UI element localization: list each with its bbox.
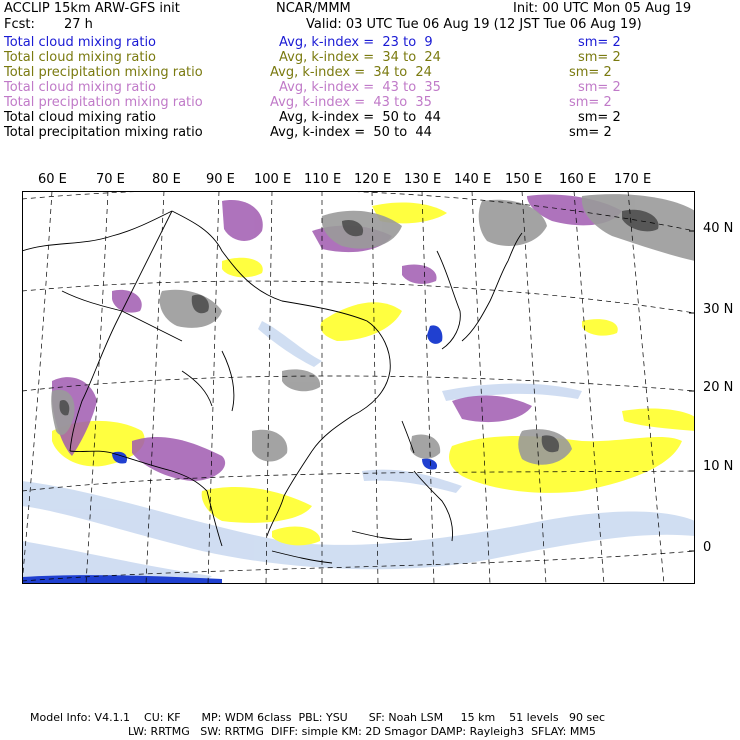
lon-label-60e: 60 E <box>38 172 67 187</box>
legend-field-3: Total precipitation mixing ratio <box>4 65 203 80</box>
lat-label-20n: 20 N <box>703 380 734 395</box>
legend-sm-5: sm= 2 <box>569 95 612 110</box>
lon-label-140e: 140 E <box>454 172 492 187</box>
legend-sm-6: sm= 2 <box>578 110 621 125</box>
legend-avg-5: Avg, k-index = 43 to 35 <box>270 95 432 110</box>
forecast-hours: 27 h <box>64 17 93 32</box>
legend-sm-3: sm= 2 <box>569 65 612 80</box>
lon-label-120e: 120 E <box>354 172 392 187</box>
lon-label-150e: 150 E <box>505 172 543 187</box>
legend-field-4: Total cloud mixing ratio <box>4 80 157 95</box>
lat-label-10n: 10 N <box>703 459 734 474</box>
model-title: ACCLIP 15km ARW-GFS init <box>4 1 180 16</box>
legend-sm-7: sm= 2 <box>569 125 612 140</box>
legend-field-1: Total cloud mixing ratio <box>4 35 157 50</box>
forecast-map <box>22 191 695 584</box>
lon-label-130e: 130 E <box>404 172 442 187</box>
legend-sm-2: sm= 2 <box>578 50 621 65</box>
legend-field-5: Total precipitation mixing ratio <box>4 95 203 110</box>
lat-label-40n: 40 N <box>703 221 734 236</box>
lat-label-30n: 30 N <box>703 302 734 317</box>
legend-avg-2: Avg, k-index = 34 to 24 <box>279 50 441 65</box>
lon-label-80e: 80 E <box>152 172 181 187</box>
lon-label-90e: 90 E <box>206 172 235 187</box>
legend-avg-4: Avg, k-index = 43 to 35 <box>279 80 441 95</box>
model-info-line-2: LW: RRTMG SW: RRTMG DIFF: simple KM: 2D Smagor DAMP: Rayleigh3 SFLAY: MM5 <box>128 725 596 738</box>
lon-label-170e: 170 E <box>614 172 652 187</box>
legend-avg-1: Avg, k-index = 23 to 9 <box>279 35 433 50</box>
legend-avg-6: Avg, k-index = 50 to 44 <box>279 110 441 125</box>
legend-sm-1: sm= 2 <box>578 35 621 50</box>
legend-field-6: Total cloud mixing ratio <box>4 110 157 125</box>
valid-time: Valid: 03 UTC Tue 06 Aug 19 (12 JST Tue 06 Aug 19) <box>306 17 642 32</box>
lon-label-100e: 100 E <box>254 172 292 187</box>
legend-field-2: Total cloud mixing ratio <box>4 50 157 65</box>
model-info-line-1: Model Info: V4.1.1 CU: KF MP: WDM 6class PBL: YSU SF: Noah LSM 15 km 51 levels 90 sec <box>30 711 606 724</box>
legend-avg-7: Avg, k-index = 50 to 44 <box>270 125 432 140</box>
legend-avg-3: Avg, k-index = 34 to 24 <box>270 65 432 80</box>
lon-label-110e: 110 E <box>304 172 342 187</box>
org-label: NCAR/MMM <box>276 1 351 16</box>
forecast-label: Fcst: <box>4 17 35 32</box>
lon-label-70e: 70 E <box>96 172 125 187</box>
legend-field-7: Total precipitation mixing ratio <box>4 125 203 140</box>
init-time: Init: 00 UTC Mon 05 Aug 19 <box>513 1 692 16</box>
lat-label-0: 0 <box>703 540 712 555</box>
lon-label-160e: 160 E <box>559 172 597 187</box>
legend-sm-4: sm= 2 <box>578 80 621 95</box>
